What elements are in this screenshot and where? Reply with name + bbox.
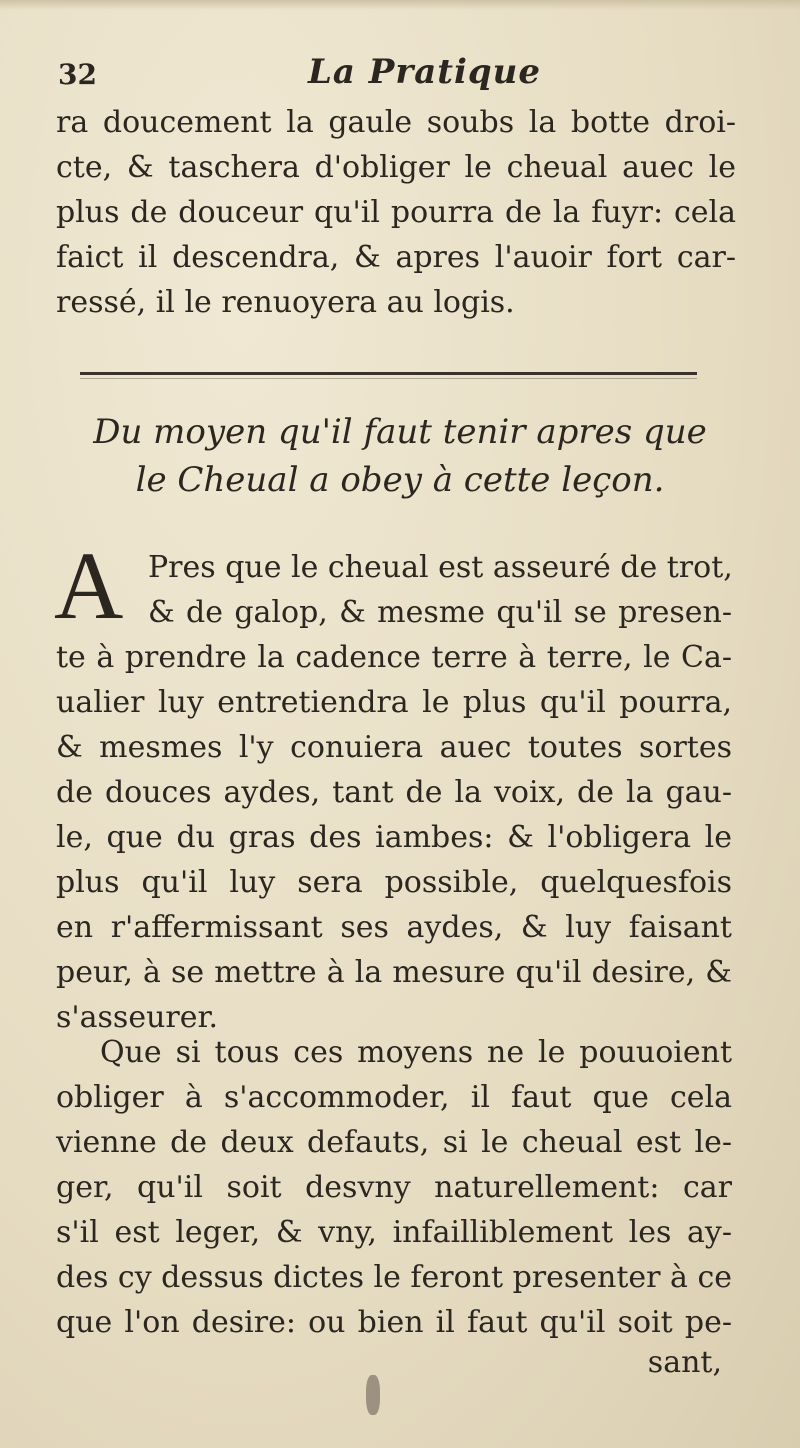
text-line: le, que du gras des iambes: & l'obligera le (56, 820, 732, 855)
text-line: obliger à s'accommoder, il faut que cela (56, 1080, 732, 1115)
section-divider-shadow (80, 378, 697, 379)
running-title: La Pratique (308, 52, 542, 92)
text-line: Pres que le cheual est asseuré de trot, (148, 550, 733, 585)
drop-cap: A (54, 532, 124, 639)
page-top-edge (0, 0, 800, 10)
page-number: 32 (58, 58, 97, 91)
top-paragraph (56, 100, 736, 325)
text-line: plus qu'il luy sera possible, quelquesfois (56, 865, 732, 900)
text-line: faict il descendra, & apres l'auoir fort car- (56, 240, 736, 275)
text-line: cte, & taschera d'obliger le cheual auec le (56, 150, 736, 185)
text-line: ressé, il le renuoyera au logis. (56, 285, 515, 320)
text-line: que l'on desire: ou bien il faut qu'il soit pe- (56, 1305, 732, 1340)
section-title (60, 408, 740, 504)
section-title-line: le Cheual a obey à cette leçon. (135, 460, 665, 500)
text-line: s'asseurer. (56, 1000, 219, 1035)
page-header (58, 52, 748, 96)
paragraph-2 (56, 1030, 732, 1345)
text-line: de douces aydes, tant de la voix, de la gau- (56, 775, 732, 810)
text-line: & mesmes l'y conuiera auec toutes sortes (56, 730, 732, 765)
text-line: te à prendre la cadence terre à terre, le Ca- (56, 640, 732, 675)
text-line: plus de douceur qu'il pourra de la fuyr: cela (56, 195, 736, 230)
text-line: des cy dessus dictes le feront presenter à ce (56, 1260, 733, 1295)
section-title-line: Du moyen qu'il faut tenir apres que (93, 412, 707, 452)
text-line: vienne de deux defauts, si le cheual est le- (56, 1125, 732, 1160)
text-line: en r'affermissant ses aydes, & luy faisant (56, 910, 732, 945)
text-line: s'il est leger, & vny, infailliblement les ay- (56, 1215, 732, 1250)
text-line: Que si tous ces moyens ne le pouuoient (100, 1035, 732, 1070)
text-line: & de galop, & mesme qu'il se presen- (148, 595, 732, 630)
paragraph-1-opening (148, 545, 732, 635)
paragraph-1-body (56, 635, 732, 1040)
text-line: peur, à se mettre à la mesure qu'il desire, & (56, 955, 732, 990)
catchword: sant, (647, 1345, 722, 1380)
ink-blot (366, 1375, 380, 1415)
text-line: ger, qu'il soit desvny naturellement: car (56, 1170, 732, 1205)
text-line: ra doucement la gaule soubs la botte droi- (56, 105, 736, 140)
text-line: ualier luy entretiendra le plus qu'il pourra, (56, 685, 732, 720)
section-divider (80, 372, 697, 375)
